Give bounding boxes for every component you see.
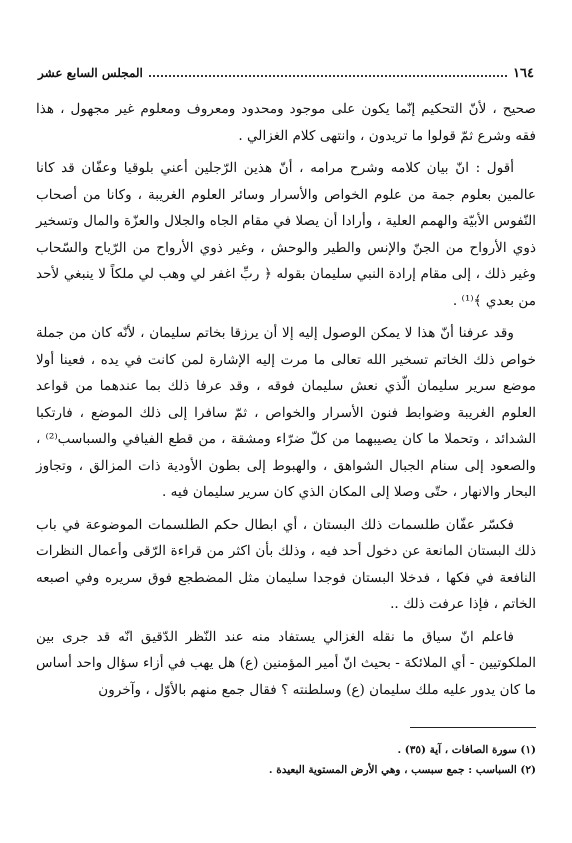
paragraph: وقد عرفنا أنّ هذا لا يمكن الوصول إليه إلا أن يرزقا بخاتم سليمان ، لأنّه كان من جملة خواص ذلك الخاتم تسخير الله تعالى ما مرت إليه الإشارة لمن كانت في يده ، فعينا أولا موضع سرير سليمان الّذي نعش سليمان فوقه ، وقد عرفا ذلك بما عندهما من قواعد العلوم الغريبة وضوابط فنون الأسرار والخواص ، ثمّ سافرا إلى ذلك الموضع ، فارتكبا الشدائد ، وتحملا ما كان يصيبهما من كلّ ضرّاء ومشقة ، من قطع الفيافي والسباسب⁽²⁾ ، والصعود إلى سنام الجبال الشواهق ، والهبوط إلى بطون الأودية ذات المزالق ، وتجاوز البحار والانهار ، حتّى وصلا إلى المكان الذي كان سرير سليمان فيه . <box>36 325 536 500</box>
footnote-separator <box>410 727 536 728</box>
footnote: (١) سورة الصافات ، آية (٣٥) . <box>397 744 536 756</box>
paragraph: فاعلم انّ سياق ما نقله الغزالي يستفاد منه عند النّظر الدّقيق انّه قد جرى بين الملكوتيين - أي الملائكة - بحيث انّ أمير المؤمنين (ع) هل يهب في أزاء سؤال واحد أساس ما كان يدور عليه ملك سليمان (ع) وسلطنته ؟ فقال جمع منهم بالأوّل ، وآخرون <box>36 628 536 698</box>
paragraph: أقول : انّ بيان كلامه وشرح مرامه ، أنّ هذين الرّجلين أعني بلوقيا وعفّان قد كانا عالمين بعلوم جمة من علوم الخواص والأسرار وسائر العلوم الغريبة ، وكانا من أصحاب النّفوس الأبيّة والهمم العلية ، وأرادا أن يصلا في مقام الجاه والجلال والعزّة والمال وتسخير ذوي الأرواح من الجنّ والإنس والطير والوحش ، وغير ذوي الأرواح من الرّياح والسّحاب وغير ذلك ، إلى مقام إرادة النبي سليمان بقوله ﴿ ربِّ اغفر لي وهب لي ملكاً لا ينبغي لأحد من بعدي ﴾⁽¹⁾ . <box>36 160 536 309</box>
page-header <box>38 62 534 84</box>
chapter-title: المجلس السابع عشر <box>38 66 143 80</box>
paragraph: صحيح ، لأنّ التحكيم إنّما يكون على موجود ومحدود ومعروف ومعلوم غير مجهول ، هذا فقه وشرع ثمّ قولوا ما تريدون ، وانتهى كلام الغزالي . <box>36 101 536 144</box>
page-body <box>36 96 536 709</box>
paragraph: فكسّر عفّان طلسمات ذلك البستان ، أي ابطال حكم الطلسمات الموضوعة في باب ذلك البستان المانعة عن دخول أحد فيه ، وذلك بأن اكثر من قراءة الرّقى وأعمال النظرات النافعة في فكها ، فدخلا البستان فوجدا سليمان مثل المضطجع فوق سريره وفي اصبعه الخاتم ، فإذا عرفت ذلك .. <box>36 516 536 612</box>
header-dotted-leader <box>149 75 507 77</box>
footnote: (٢) السباسب : جمع سبسب ، وهي الأرض المستوية البعيدة . <box>268 764 536 776</box>
page-number: ١٦٤ <box>513 65 534 81</box>
footnotes <box>36 740 536 780</box>
